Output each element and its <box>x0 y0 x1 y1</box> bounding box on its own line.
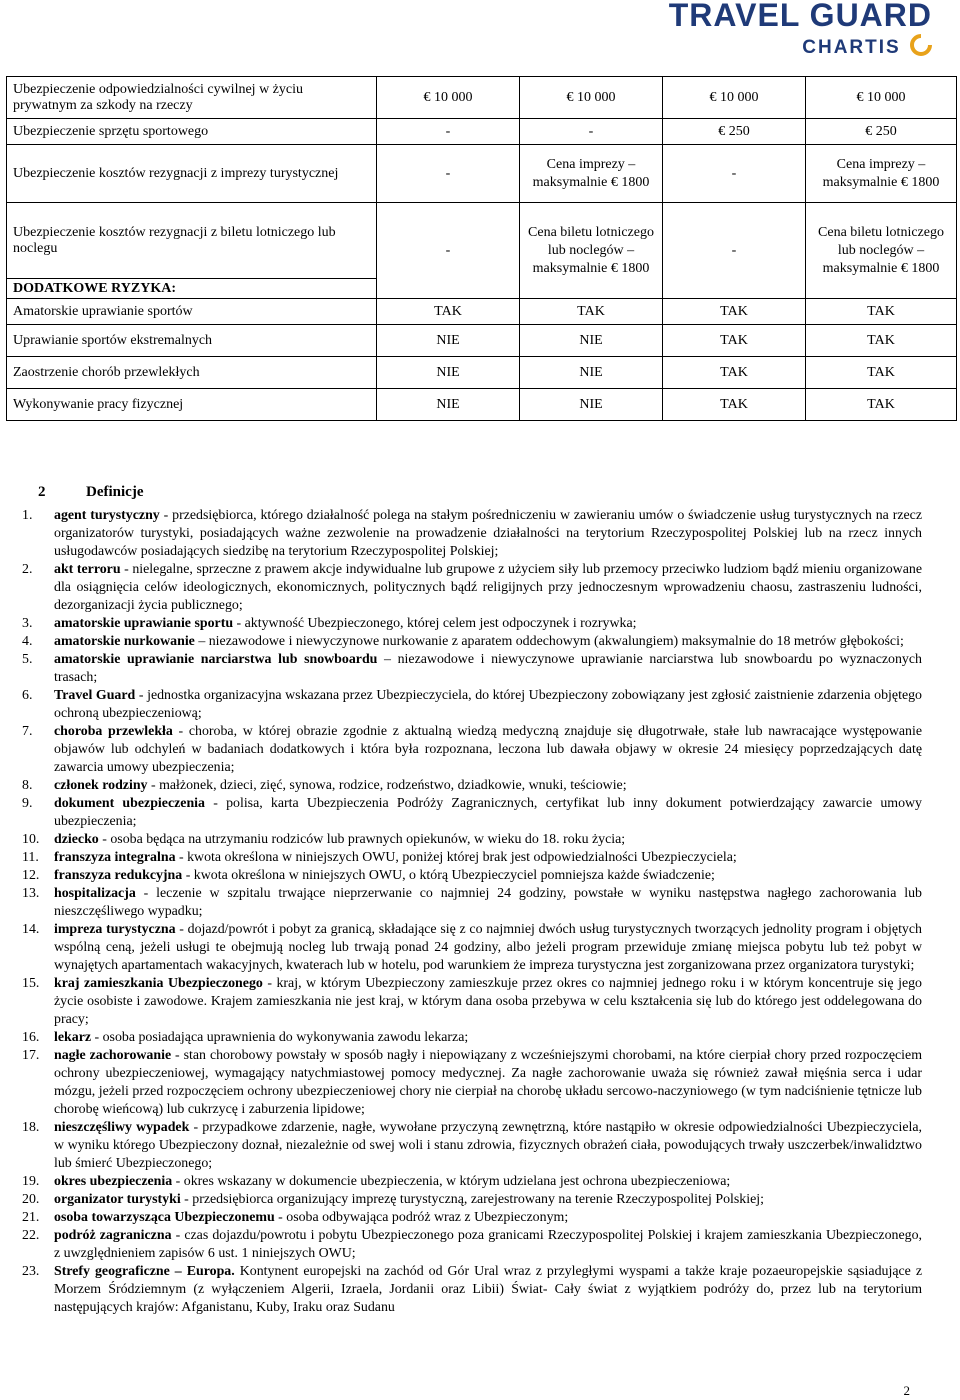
definition-item <box>0 687 922 723</box>
definition-item <box>0 633 922 651</box>
definition-term: akt terroru <box>54 562 121 577</box>
definition-text: - przypadkowe zdarzenie, nagłe, wywołane przyczyną zewnętrzną, które nastąpiło w okresie odpowiedzialności Ubezpieczyciela, w wyniku którego Ubezpieczony doznał, niezależnie od swej woli i stanu zdrowia, fizycznych obrażeń ciała, powodujących trwały uszczerbek/inwalidztwo lub śmierć Ubezpieczonego; <box>54 1120 922 1171</box>
definition-text: - przedsiębiorca organizujący imprezę turystyczną, zarejestrowany na terenie Rzeczypospolitej Polskiej; <box>180 1192 764 1207</box>
definition-item <box>0 1227 922 1263</box>
definition-item <box>0 867 922 885</box>
definition-item <box>0 795 922 831</box>
definition-item <box>0 1263 922 1317</box>
table-cell: TAK <box>663 325 806 357</box>
definition-item <box>0 1047 922 1119</box>
definition-item <box>0 885 922 921</box>
table-row <box>7 203 957 279</box>
table-cell: NIE <box>520 389 663 421</box>
table-row <box>7 357 957 389</box>
definition-number: 10. <box>22 832 40 847</box>
definition-number: 19. <box>22 1174 40 1189</box>
definition-number: 17. <box>22 1048 40 1063</box>
definition-text: - polisa, karta Ubezpieczenia Podróży Zagranicznych, certyfikat lub inny dokument potwierdzający zawarcie umowy ubezpieczenia; <box>54 796 923 829</box>
definition-text: - dojazd/powrót i pobyt za granicą, składające się z co najmniej dwóch usług turystycznych tworzących jednolity program i objętych wspólną ceną, jeżeli usługi te obejmują nocleg lub trwają ponad 24 godziny, albo jeżeli program przewiduje zmianę miejsca pobytu lub też pobyt w wynajętych apartamentach wakacyjnych, kwaterach lub w hotelu, pod warunkiem że impreza turystyczna jest zorganizowana przez organizatora turystyki; <box>54 922 922 973</box>
table-cell: - <box>520 119 663 145</box>
definition-term: osoba towarzysząca Ubezpieczonemu <box>54 1210 275 1225</box>
definition-number: 5. <box>22 652 33 667</box>
definition-term: podróż zagraniczna <box>54 1228 172 1243</box>
definition-term: lekarz <box>54 1030 92 1045</box>
definition-number: 7. <box>22 724 33 739</box>
definition-text: - nielegalne, sprzeczne z prawem akcje indywidualne lub grupowe z użyciem siły lub przemocy przeciwko ludziom bądź mieniu organizowane dla osiągnięcia celów ideologicznych, ekonomicznych, politycznych bądź religijnych przy jednoczesnym wprowadzeniu chaosu, zastraszeniu ludności, dezorganizacji życia publicznego; <box>54 562 922 613</box>
definition-number: 15. <box>22 976 40 991</box>
brand-logo <box>612 0 932 58</box>
definition-number: 8. <box>22 778 33 793</box>
row-label: Ubezpieczenie odpowiedzialności cywilnej w życiu prywatnym za szkody na rzeczy <box>7 77 377 119</box>
row-label: Ubezpieczenie sprzętu sportowego <box>7 119 377 145</box>
definition-text: - aktywność Ubezpieczonego, której celem jest odpoczynek i rozrywka; <box>233 616 637 631</box>
definition-item <box>0 561 922 615</box>
table-cell: Cena biletu lotniczego lub noclegów – maksymalnie € 1800 <box>520 203 663 299</box>
definition-text: - małżonek, dzieci, zięć, synowa, rodzice, rodzeństwo, dziadkowie, wnuki, teściowie; <box>147 778 627 793</box>
definition-term: nieszczęśliwy wypadek <box>54 1120 190 1135</box>
table-cell: - <box>377 119 520 145</box>
table-cell: € 10 000 <box>806 77 957 119</box>
definition-term: choroba przewlekła <box>54 724 173 739</box>
definition-term: impreza turystyczna <box>54 922 176 937</box>
section-number: 2 <box>38 484 46 500</box>
definition-text: - przedsiębiorca, którego działalność polega na stałym pośredniczeniu w zawieraniu umów o świadczenie usług turystycznych na rzecz organizatorów turystyki, posiadających ważne zezwolenie na prowadzenie działalności na terytorium Rzeczypospolitej Polskiej lub na rzecz innych usługodawców posiadających siedzibę na terytorium Rzeczypospolitej Polskiej; <box>54 508 922 559</box>
definition-text: - stan chorobowy powstały w sposób nagły i niepowiązany z wcześniejszymi chorobami, na które cierpiał chory przed rozpoczęciem ochrony ubezpieczeniowej, wymagający natychmiastowej pomocy medycznej. Za nagłe zachorowanie uważa się również zawał mięśnia serca i udar mózgu, jeżeli przed rozpoczęciem ochrony ubezpieczeniowej chory nie cierpiał na chorobę układu sercowo-naczyniowego (w tym nadciśnienie tętnicze lub chorobę wieńcową) lub cukrzycę i zaburzenia lipidowe; <box>54 1048 922 1117</box>
section-title: Definicje <box>86 484 144 500</box>
definition-number: 23. <box>22 1264 40 1279</box>
definition-term: Travel Guard <box>54 688 136 703</box>
definition-text: - kraj, w którym Ubezpieczony zamieszkuje przez okres co najmniej jednego roku i w którym koncentruje się jego życie osobiste i zawodowe. Krajem zamieszkania nie jest kraj, w którym dana osoba przebywa w celu kształcenia się lub do którego jest oddelegowana do pracy; <box>54 976 923 1027</box>
definition-term: amatorskie uprawianie narciarstwa lub snowboardu <box>54 652 378 667</box>
table-cell: - <box>377 145 520 203</box>
definition-item <box>0 1209 922 1227</box>
logo-brand-text: TRAVEL GUARD <box>668 0 932 33</box>
table-cell: TAK <box>377 299 520 325</box>
definition-text: - osoba odbywająca podróż wraz z Ubezpieczonym; <box>274 1210 569 1225</box>
logo-sub-text: CHARTIS <box>802 37 901 58</box>
definition-term: franszyza redukcyjna <box>54 868 183 883</box>
definition-text: - choroba, w której obrazie zgodnie z aktualną wiedzą medyczną znajduje się długotrwałe, stałe lub nawracające występowanie objawów lub odchyleń w badaniach dodatkowych i która była rozpoznana, leczona lub dawała objawy w okresie 24 miesięcy poprzedzających datę zawarcia umowy ubezpieczenia; <box>54 724 922 775</box>
table-cell: TAK <box>520 299 663 325</box>
definition-term: członek rodziny <box>54 778 148 793</box>
definition-term: dziecko <box>54 832 99 847</box>
definition-term: Strefy geograficzne – Europa. <box>54 1264 235 1279</box>
definition-term: dokument ubezpieczenia <box>54 796 205 811</box>
definition-text: – niezawodowe i niewyczynowe uprawianie narciarstwa lub snowboardu po wyznaczonych trasach; <box>54 652 922 685</box>
coverage-table <box>6 76 957 421</box>
table-cell: TAK <box>663 299 806 325</box>
definition-text: - osoba posiadająca uprawnienia do wykonywania zawodu lekarza; <box>91 1030 469 1045</box>
table-cell: TAK <box>663 357 806 389</box>
definition-text: Kontynent europejski na zachód od Gór Ural wraz z przyległymi wyspami a także kraje pozaeuropejskie sąsiadujące z Morzem Śródziemnym (z wyłączeniem Algerii, Izraela, Jordanii oraz Libii) Świat- Cały świat z wyjątkiem podróży do, przez lub na terytorium następujących krajów: Afganistanu, Kuby, Iraku oraz Sudanu <box>54 1264 922 1315</box>
definition-item <box>0 651 922 687</box>
definition-number: 6. <box>22 688 33 703</box>
table-cell: NIE <box>377 389 520 421</box>
table-cell: € 250 <box>806 119 957 145</box>
table-row <box>7 77 957 119</box>
definition-text: – niezawodowe i niewyczynowe nurkowanie z aparatem oddechowym (akwalungiem) maksymalnie do 18 metrów głębokości; <box>194 634 904 649</box>
table-cell: - <box>377 203 520 299</box>
definition-number: 14. <box>22 922 40 937</box>
definition-item <box>0 1173 922 1191</box>
row-label: Wykonywanie pracy fizycznej <box>7 389 377 421</box>
table-row <box>7 325 957 357</box>
definition-term: organizator turystyki <box>54 1192 181 1207</box>
definition-number: 2. <box>22 562 33 577</box>
table-cell: Cena imprezy – maksymalnie € 1800 <box>520 145 663 203</box>
table-cell: NIE <box>520 357 663 389</box>
row-label: Zaostrzenie chorób przewlekłych <box>7 357 377 389</box>
definition-item <box>0 507 922 561</box>
table-row <box>7 119 957 145</box>
table-cell: Cena imprezy – maksymalnie € 1800 <box>806 145 957 203</box>
definition-term: hospitalizacja <box>54 886 136 901</box>
definition-item <box>0 723 922 777</box>
definition-text: - okres wskazany w dokumencie ubezpieczenia, w którym udzielana jest ochrona ubezpieczeniowa; <box>172 1174 731 1189</box>
definition-item <box>0 975 922 1029</box>
table-cell: € 250 <box>663 119 806 145</box>
table-cell: NIE <box>377 357 520 389</box>
definition-item <box>0 615 922 633</box>
row-label: Uprawianie sportów ekstremalnych <box>7 325 377 357</box>
definition-item <box>0 849 922 867</box>
definition-number: 12. <box>22 868 40 883</box>
definition-text: - kwota określona w niniejszych OWU, poniżej której brak jest odpowiedzialności Ubezpieczyciela; <box>175 850 737 865</box>
definition-number: 4. <box>22 634 33 649</box>
definition-number: 1. <box>22 508 33 523</box>
table-row <box>7 389 957 421</box>
table-cell: Cena biletu lotniczego lub noclegów – maksymalnie € 1800 <box>806 203 957 299</box>
definition-number: 18. <box>22 1120 40 1135</box>
definition-number: 11. <box>22 850 39 865</box>
definition-text: - osoba będąca na utrzymaniu rodziców lub prawnych opiekunów, w wieku do 18. roku życia; <box>98 832 626 847</box>
definition-text: - czas dojazdu/powrotu i pobytu Ubezpieczonego poza granicami Rzeczypospolitej Polskiej i krajem zamieszkania Ubezpieczonego, z uwzględnieniem zapisów 6 ust. 1 niniejszych OWU; <box>54 1228 922 1261</box>
definition-number: 21. <box>22 1210 40 1225</box>
swirl-icon <box>910 34 932 56</box>
row-label: Ubezpieczenie kosztów rezygnacji z imprezy turystycznej <box>7 145 377 203</box>
definition-item <box>0 1191 922 1209</box>
table-cell: € 10 000 <box>520 77 663 119</box>
table-cell: TAK <box>806 357 957 389</box>
definition-term: okres ubezpieczenia <box>54 1174 173 1189</box>
definition-term: amatorskie uprawianie sportu <box>54 616 234 631</box>
definition-text: - kwota określona w niniejszych OWU, o którą Ubezpieczyciel pomniejsza każde świadczenie; <box>182 868 715 883</box>
table-cell: NIE <box>520 325 663 357</box>
definition-number: 16. <box>22 1030 40 1045</box>
definition-number: 13. <box>22 886 40 901</box>
row-label: Amatorskie uprawianie sportów <box>7 299 377 325</box>
definition-number: 9. <box>22 796 33 811</box>
table-cell: € 10 000 <box>377 77 520 119</box>
definition-item <box>0 921 922 975</box>
table-cell: - <box>663 203 806 299</box>
definition-item <box>0 831 922 849</box>
definition-item <box>0 777 922 795</box>
table-row <box>7 299 957 325</box>
table-cell: NIE <box>377 325 520 357</box>
table-cell: € 10 000 <box>663 77 806 119</box>
section-row-label: DODATKOWE RYZYKA: <box>7 279 377 299</box>
table-cell: TAK <box>806 389 957 421</box>
definition-term: kraj zamieszkania Ubezpieczonego <box>54 976 263 991</box>
definition-term: amatorskie nurkowanie <box>54 634 195 649</box>
page-number: 2 <box>903 1383 910 1398</box>
definition-item <box>0 1029 922 1047</box>
definition-term: franszyza integralna <box>54 850 176 865</box>
section-heading <box>38 484 143 501</box>
definition-text: - jednostka organizacyjna wskazana przez Ubezpieczyciela, do której Ubezpieczony zobowiązany jest zgłosić zaistnienie zdarzenia objętego ochroną ubezpieczeniową; <box>54 688 922 721</box>
table-row <box>7 145 957 203</box>
definition-number: 20. <box>22 1192 40 1207</box>
definition-number: 22. <box>22 1228 40 1243</box>
definition-number: 3. <box>22 616 33 631</box>
definition-term: nagłe zachorowanie <box>54 1048 172 1063</box>
row-label: Ubezpieczenie kosztów rezygnacji z biletu lotniczego lub noclegu <box>7 203 377 279</box>
definitions-list <box>0 507 922 1317</box>
logo-sub <box>612 34 932 59</box>
table-cell: TAK <box>806 325 957 357</box>
definition-term: agent turystyczny <box>54 508 160 523</box>
table-cell: TAK <box>806 299 957 325</box>
table-cell: TAK <box>663 389 806 421</box>
definition-item <box>0 1119 922 1173</box>
definition-text: - leczenie w szpitalu trwające nieprzerwanie co najmniej 24 godziny, powstałe w wyniku następstwa nagłego zachorowania lub nieszczęśliwego wypadku; <box>54 886 922 919</box>
table-cell: - <box>663 145 806 203</box>
